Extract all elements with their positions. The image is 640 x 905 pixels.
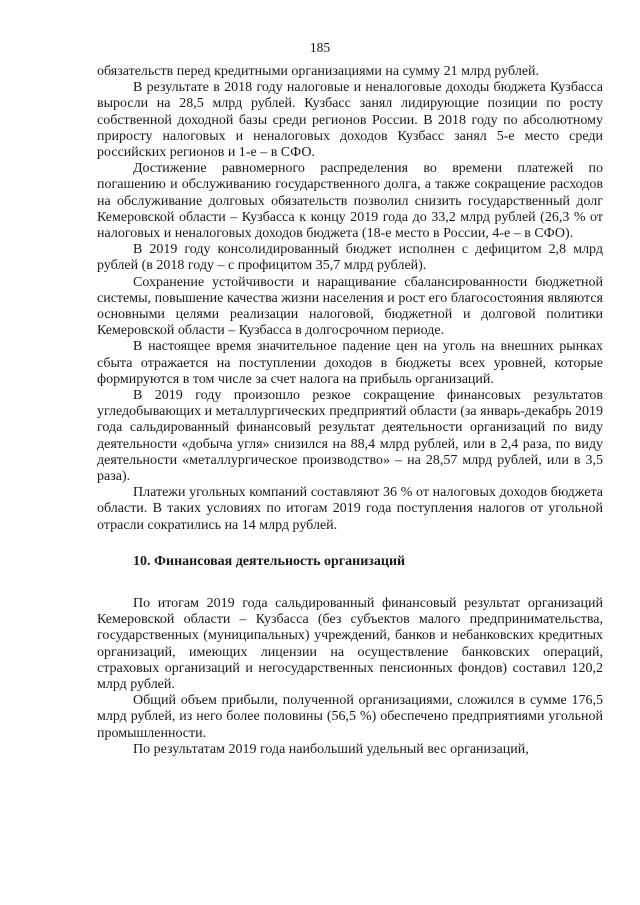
paragraph-budget-deficit: В 2019 году консолидированный бюджет исполнен с дефицитом 2,8 млрд рублей (в 2018 году – с профицитом 35,7 млрд рублей). (97, 242, 603, 274)
paragraph-financial-results: В 2019 году произошло резкое сокращение финансовых результатов угледобывающих и металлургических предприятий области (за январь-декабрь 2019 года сальдированный финансовый результат деятельности организаций по виду деятельности «добыча угля» снизился на 88,4 млрд рублей, или в 2,4 раза, по виду деятельности «металлургическое производство» – на 28,57 млрд рублей, или в 3,5 раза). (97, 388, 603, 485)
page-number: 185 (309, 40, 331, 55)
paragraph-continuation: обязательств перед кредитными организациями на сумму 21 млрд рублей. (97, 64, 540, 79)
paragraph-state-debt: Достижение равномерного распределения во времени платежей по погашению и обслуживанию государственного долга, а также сокращение расходов на обслуживание долговых обязательств позволил снизить государственный долг Кемеровской области – Кузбасса к концу 2019 года до 33,2 млрд рублей (26,3 % от налоговых и неналоговых доходов бюджета (18-е место в России, 4-е – в СФО). (97, 161, 603, 242)
page-body (97, 64, 603, 758)
paragraph-largest-share: По результатам 2019 года наибольший удельный вес организаций, (133, 741, 529, 757)
paragraph-coal-payments: Платежи угольных компаний составляют 36 % от налоговых доходов бюджета области. В таких условиях по итогам 2019 года поступления налогов от угольной отрасли сократились на 14 млрд рублей. (97, 485, 603, 533)
section-heading: 10. Финансовая деятельность организаций (133, 553, 406, 569)
paragraph-balanced-result: По итогам 2019 года сальдированный финансовый результат организаций Кемеровской области – Кузбасса (без субъектов малого предпринимательства, государственных (муниципальных) учреждений, банков и небанковских кредитных организаций, имеющих лицензии на осуществление банковских операций, страховых организаций и негосударственных пенсионных фондов) составил 120,2 млрд рублей. (97, 595, 603, 692)
paragraph-total-profit: Общий объем прибыли, полученной организациями, сложился в сумме 176,5 млрд рублей, из него более половины (56,5 %) обеспечено предприятиями угольной промышленности. (97, 693, 603, 741)
paragraph-budget-stability: Сохранение устойчивости и наращивание сбалансированности бюджетной системы, повышение качества жизни населения и рост его благосостояния являются основными целями реализации налоговой, бюджетной и долговой политики Кемеровской области – Кузбасса в долгосрочном периоде. (97, 274, 603, 339)
paragraph-revenue-growth: В результате в 2018 году налоговые и неналоговые доходы бюджета Кузбасса выросли на 28,5 млрд рублей. Кузбасс занял лидирующие позиции по росту собственной доходной базы среди регионов России. В 2018 году по абсолютному приросту налоговых и неналоговых доходов Кузбасс занял 5-е место среди российских регионов и 1-е – в СФО. (97, 80, 603, 161)
paragraph-coal-prices: В настоящее время значительное падение цен на уголь на внешних рынках сбыта отражается на поступлении доходов в бюджеты всех уровней, которые формируются в том числе за счет налога на прибыль организаций. (97, 339, 603, 387)
